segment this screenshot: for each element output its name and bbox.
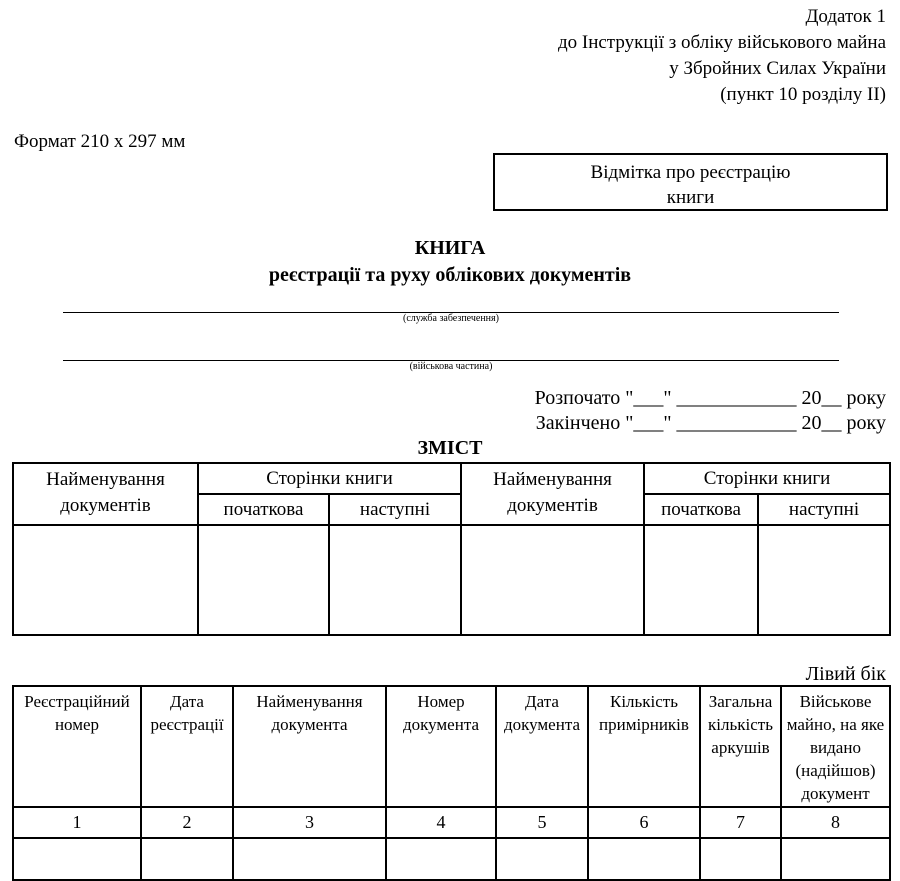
book-subtitle: реєстрації та руху облікових документів bbox=[268, 264, 632, 286]
contents-cell[interactable] bbox=[198, 525, 329, 635]
register-col-number-2: 2 bbox=[141, 807, 233, 838]
register-col-number-5: 5 bbox=[496, 807, 588, 838]
service-caption: (служба забезпечення) bbox=[403, 313, 499, 324]
register-cell[interactable] bbox=[496, 838, 588, 880]
appendix-line-2: до Інструкції з обліку військового майна bbox=[557, 32, 886, 53]
register-header-8: Військове майно, на яке видано (надійшов) документ bbox=[781, 686, 890, 807]
contents-title: ЗМІСТ bbox=[417, 437, 483, 459]
register-cell[interactable] bbox=[588, 838, 700, 880]
register-header-3: Найменування документа bbox=[233, 686, 386, 807]
register-header-5: Дата документа bbox=[496, 686, 588, 807]
contents-cell[interactable] bbox=[461, 525, 644, 635]
register-col-number-7: 7 bbox=[700, 807, 781, 838]
register-col-number-3: 3 bbox=[233, 807, 386, 838]
register-header-7: Загальна кількість аркушів bbox=[700, 686, 781, 807]
contents-cell[interactable] bbox=[758, 525, 890, 635]
book-title: КНИГА bbox=[414, 237, 486, 259]
registration-mark-box bbox=[493, 153, 888, 211]
register-header-2: Дата реєстрації bbox=[141, 686, 233, 807]
contents-cell[interactable] bbox=[644, 525, 758, 635]
contents-table bbox=[12, 462, 891, 636]
appendix-line-4: (пункт 10 розділу II) bbox=[720, 84, 886, 105]
started-date-line: Розпочато "___" ____________ 20__ року bbox=[534, 387, 886, 409]
register-cell[interactable] bbox=[233, 838, 386, 880]
register-header-4: Номер документа bbox=[386, 686, 496, 807]
contents-initial-header-1: початкова bbox=[198, 494, 329, 525]
contents-doc-name-header-2: Найменування документів bbox=[461, 463, 644, 525]
contents-doc-name-header-1: Найменування документів bbox=[13, 463, 198, 525]
appendix-line-1: Додаток 1 bbox=[805, 6, 886, 27]
registration-mark-line-2: книги bbox=[666, 187, 715, 208]
register-table bbox=[12, 685, 891, 881]
contents-cell[interactable] bbox=[13, 525, 198, 635]
appendix-line-3: у Збройних Силах України bbox=[669, 58, 886, 79]
book-dates bbox=[535, 386, 886, 436]
contents-pages-header-2: Сторінки книги bbox=[644, 463, 890, 494]
register-cell[interactable] bbox=[13, 838, 141, 880]
register-cell[interactable] bbox=[700, 838, 781, 880]
contents-next-header-2: наступні bbox=[758, 494, 890, 525]
register-cell[interactable] bbox=[781, 838, 890, 880]
contents-pages-header-1: Сторінки книги bbox=[198, 463, 461, 494]
left-side-label: Лівий бік bbox=[805, 663, 886, 685]
contents-next-header-1: наступні bbox=[329, 494, 461, 525]
register-col-number-1: 1 bbox=[13, 807, 141, 838]
contents-cell[interactable] bbox=[329, 525, 461, 635]
register-col-number-8: 8 bbox=[781, 807, 890, 838]
format-label: Формат 210 х 297 мм bbox=[14, 131, 186, 152]
appendix-header bbox=[558, 4, 886, 108]
register-col-number-6: 6 bbox=[588, 807, 700, 838]
contents-initial-header-2: початкова bbox=[644, 494, 758, 525]
registration-mark-line-1: Відмітка про реєстрацію bbox=[590, 162, 791, 183]
register-header-1: Реєстраційний номер bbox=[13, 686, 141, 807]
unit-caption: (військова частина) bbox=[409, 361, 493, 372]
register-cell[interactable] bbox=[141, 838, 233, 880]
register-cell[interactable] bbox=[386, 838, 496, 880]
register-col-number-4: 4 bbox=[386, 807, 496, 838]
register-header-6: Кількість примірників bbox=[588, 686, 700, 807]
finished-date-line: Закінчено "___" ____________ 20__ року bbox=[535, 412, 886, 434]
